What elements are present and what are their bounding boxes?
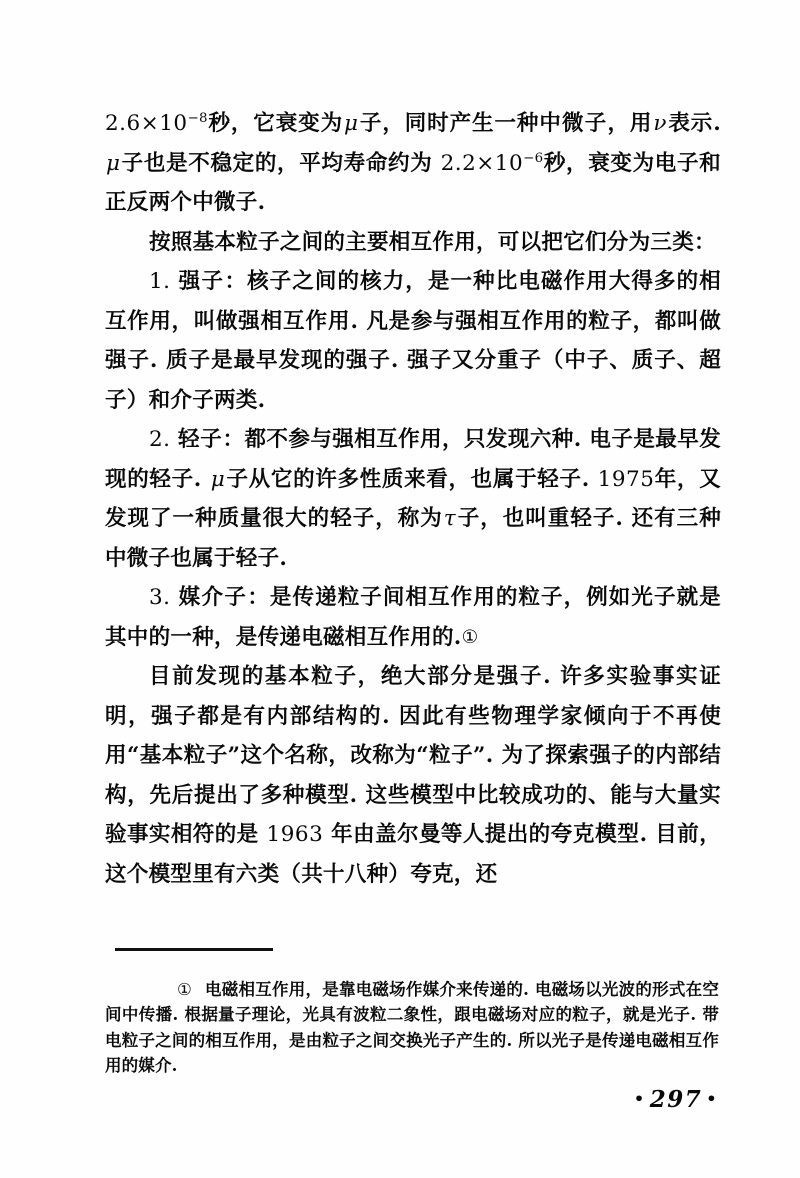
footnote-separator-rule <box>115 948 273 951</box>
text-run: 年由盖尔曼等人提出的 <box>323 822 551 848</box>
numeric-run: 2.6×10 <box>105 111 188 136</box>
paragraph-p-classify <box>105 223 721 263</box>
greek-symbol: μ <box>106 150 121 176</box>
numeric-run: 2. <box>149 427 178 452</box>
page-number-left-dot: • <box>633 1088 646 1108</box>
paragraph-p-hadron <box>105 262 721 420</box>
text-run: 子也是不稳定的，平均寿命约为 <box>121 150 441 176</box>
numeric-run: 3. <box>149 585 179 610</box>
emphasis-term: 轻子 <box>178 427 223 452</box>
paragraph-p-lepton <box>105 420 721 578</box>
emphasis-term: 强子 <box>178 269 225 294</box>
text-run: . 目前，这个模型里有六类（共十八种）夸克，还 <box>105 822 721 887</box>
text-run: ，用 <box>607 111 653 136</box>
emphasis-term: 中微子 <box>539 111 608 136</box>
paragraph-p-quark <box>105 657 721 894</box>
page-number-right-dot: • <box>706 1088 718 1108</box>
page-number <box>0 1086 800 1113</box>
page-number-value: 297 <box>649 1086 703 1113</box>
emphasis-term: 媒介子 <box>178 585 248 610</box>
footnote-reference: ① <box>461 626 479 648</box>
emphasis-term: 夸克模型 <box>550 822 640 848</box>
numeric-run: 1975 <box>597 466 655 492</box>
footnote-marker: ① <box>177 979 192 999</box>
numeric-run: 1963 <box>266 822 324 848</box>
exponent: −8 <box>187 110 208 126</box>
text-run: 秒，衰变为电子和正反两个中微子. <box>105 150 721 215</box>
greek-symbol: ν <box>653 111 667 136</box>
body-text-block <box>105 104 721 894</box>
greek-symbol: μ <box>344 111 359 136</box>
exponent: −6 <box>523 150 544 166</box>
text-run: 秒，它衰变为 <box>207 111 343 136</box>
footnote-entry <box>105 977 719 1079</box>
text-run: ：都不参与强相互作用，只发现六种. 电子是最早发现的轻子. <box>105 427 721 492</box>
text-run: 按照基本粒子之间的主要相互作用，可以把它们分为三类： <box>149 229 716 255</box>
text-run: 年，又发现了一种质量很大的轻子，称为 <box>105 466 721 531</box>
text-run: 子，也叫重轻子. 还有三种中微子也属于轻子. <box>105 506 721 571</box>
footnote-text: 电磁相互作用，是靠电磁场作媒介来传递的. 电磁场以光波的形式在空间中传播. 根据量子理论，光具有波粒二象性，跟电磁场对应的粒子，就是光子. 带电粒子之间的相互作用，是由粒子之间交换光子产生的. 所以光子是传递电磁相互作用的媒介. <box>105 979 719 1075</box>
paragraph-p-decay <box>105 104 721 223</box>
text-run: 子，同时产生一种 <box>359 111 540 136</box>
footnote-block <box>105 960 719 1095</box>
text-run: 目前发现的基本粒子，绝大部分是强子. 许多实验事实证明，强子都是有内部结构的. 因此有些物理学家倾向于不再使用“基本粒子”这个名称，改称为“粒子”. 为了探索强子的内部结构，先后提出了多种模型. 这些模型中比较成功的、能与大量实验事实相符的是 <box>105 664 721 848</box>
numeric-run: 2.2×10 <box>440 150 524 176</box>
numeric-run: 1. <box>149 269 179 294</box>
text-run: 子从它的许多性质来看，也属于轻子. <box>226 466 598 492</box>
paragraph-p-mediator <box>105 578 721 657</box>
text-run: 表示. <box>667 111 721 136</box>
emphasis-term: 强相互作用 <box>238 308 351 334</box>
text-run: . 凡是参与强相互作用的粒子，都叫做强子. 质子是最早发现的强子. 强子又分重子（中子、质子、超子）和介子两类. <box>105 308 721 413</box>
greek-symbol: τ <box>443 506 456 531</box>
text-run: ：核子之间的核力，是一种比电磁作用大得多的相互作用，叫做 <box>105 269 721 334</box>
greek-symbol: μ <box>210 466 226 492</box>
text-run: ：是传递粒子间相互作用的粒子，例如光子就是其中的一种，是传递电磁相互作用的. <box>105 585 721 650</box>
